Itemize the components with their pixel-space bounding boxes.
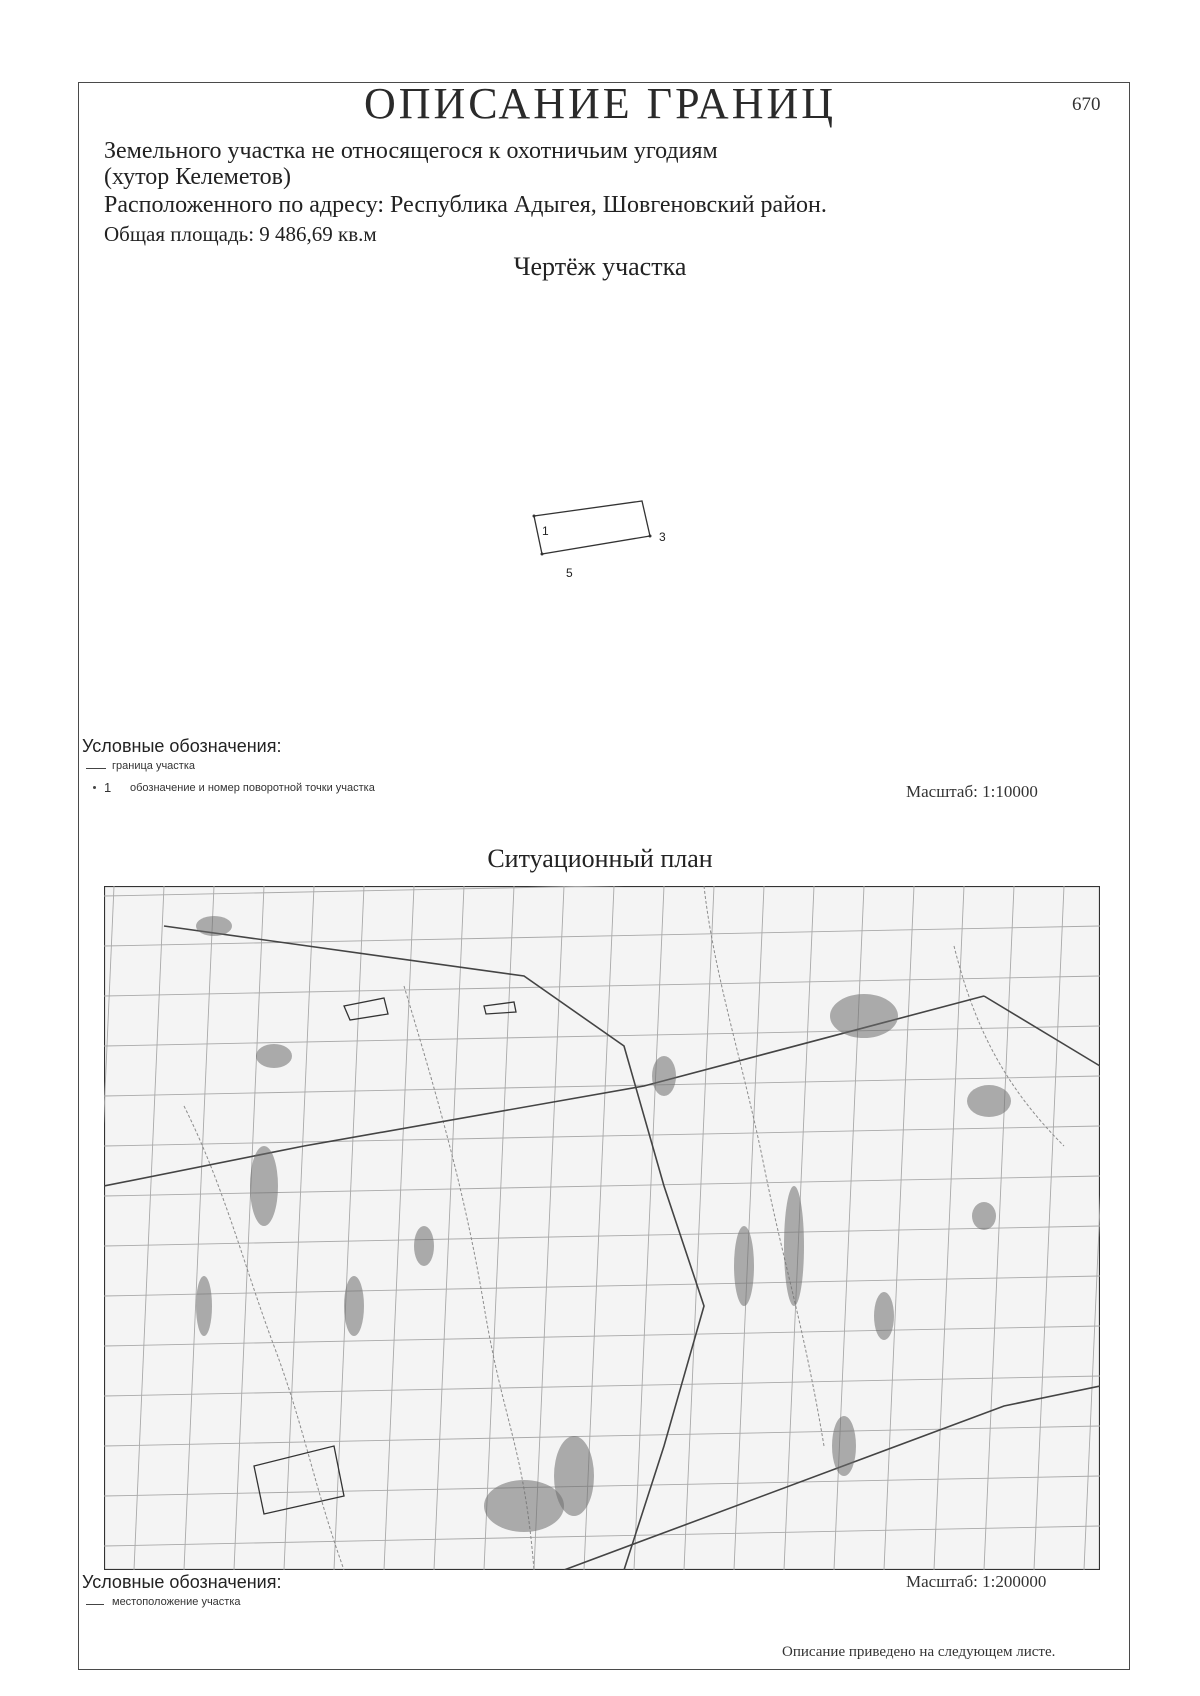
point-marker-5: [541, 553, 544, 556]
description-line-2: (хутор Келеметов): [104, 164, 291, 190]
point-label-5: 5: [566, 566, 573, 580]
page-title: ОПИСАНИЕ ГРАНИЦ: [363, 79, 837, 128]
map-settlement: [250, 1146, 278, 1226]
map-settlement: [652, 1056, 676, 1096]
map-settlement: [784, 1186, 804, 1306]
plan-legend-title: Условные обозначения:: [82, 1572, 282, 1592]
point-label-1: 1: [542, 524, 549, 538]
drawing-title: Чертёж участка: [513, 252, 687, 281]
point-marker-3: [649, 535, 652, 538]
parcel-boundary: [534, 501, 650, 554]
map-settlement: [554, 1436, 594, 1516]
map-settlement: [484, 1480, 564, 1532]
map-settlement: [967, 1085, 1011, 1117]
map-settlement: [256, 1044, 292, 1068]
map-settlement: [414, 1226, 434, 1266]
map-settlement: [196, 1276, 212, 1336]
map-settlement: [196, 916, 232, 936]
map-settlement: [874, 1292, 894, 1340]
page-number: 670: [1072, 94, 1101, 115]
map-settlement: [832, 1416, 856, 1476]
map-settlement: [734, 1226, 754, 1306]
point-label-3: 3: [659, 530, 666, 544]
drawing-scale: Масштаб: 1:10000: [906, 782, 1038, 801]
point-dot-symbol: [93, 786, 96, 789]
legend-point: обозначение и номер поворотной точки участка: [130, 782, 375, 794]
map-settlement: [972, 1202, 996, 1230]
point-marker-1: [533, 515, 536, 518]
legend-boundary: граница участка: [112, 760, 195, 772]
description-area: Общая площадь: 9 486,69 кв.м: [104, 222, 377, 246]
description-line-1: Земельного участка не относящегося к охотничьим угодиям: [104, 138, 718, 164]
map-settlement: [830, 994, 898, 1038]
description-address: Расположенного по адресу: Республика Адыгея, Шовгеновский район.: [104, 192, 827, 218]
legend-point-symbol: 1: [104, 780, 112, 795]
footer-note: Описание приведено на следующем листе.: [782, 1644, 1056, 1660]
legend-location: местоположение участка: [112, 1596, 241, 1608]
map-settlement: [344, 1276, 364, 1336]
situation-map: [104, 886, 1100, 1570]
plan-scale: Масштаб: 1:200000: [906, 1572, 1047, 1591]
drawing-legend-title: Условные обозначения:: [82, 736, 282, 756]
location-line-symbol: [86, 1604, 104, 1605]
situation-plan-title: Ситуационный план: [487, 844, 713, 873]
boundary-line-symbol: [86, 768, 106, 769]
parcel-drawing: [500, 480, 680, 580]
